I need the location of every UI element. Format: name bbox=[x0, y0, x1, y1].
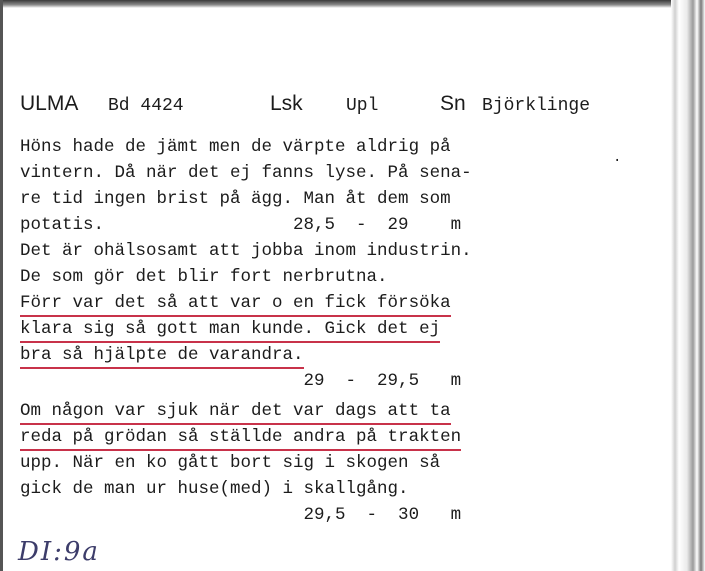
underlined-text-line: klara sig så gott man kunde. Gick det ej bbox=[20, 317, 440, 343]
text-line: vintern. Då när det ej fanns lyse. På sena- bbox=[20, 163, 472, 183]
province: Upl bbox=[346, 96, 379, 116]
handwritten-signature: DI:9a bbox=[18, 537, 100, 567]
text-line: De som gör det blir fort nerbrutna. bbox=[20, 267, 388, 287]
lsk-label: Lsk bbox=[270, 92, 303, 115]
underlined-text-line: Förr var det så att var o en fick försöka bbox=[20, 291, 451, 317]
underlined-text-line: bra så hjälpte de varandra. bbox=[20, 343, 304, 369]
parish-name: Björklinge bbox=[482, 96, 591, 116]
text-line: potatis. 28,5 - 29 m bbox=[20, 215, 462, 235]
volume-number: Bd 4424 bbox=[108, 96, 184, 116]
stray-mark: . bbox=[613, 150, 622, 166]
sn-label: Sn bbox=[440, 92, 466, 115]
card-header bbox=[20, 92, 660, 132]
card-right-edge bbox=[671, 0, 705, 571]
card-left-edge bbox=[0, 0, 3, 571]
text-line: gick de man ur huse(med) i skallgång. bbox=[20, 479, 409, 499]
text-line: upp. När en ko gått bort sig i skogen så bbox=[20, 453, 441, 473]
text-line: re tid ingen brist på ägg. Man åt dem som bbox=[20, 189, 451, 209]
text-line: 29 - 29,5 m bbox=[20, 371, 462, 391]
card-top-edge bbox=[0, 0, 705, 8]
text-line: Höns hade de jämt men de värpte aldrig på bbox=[20, 137, 451, 157]
underlined-text-line: reda på grödan så ställde andra på trakten bbox=[20, 425, 461, 451]
archive-code: ULMA bbox=[20, 92, 79, 115]
text-line: Det är ohälsosamt att jobba inom industrin. bbox=[20, 241, 472, 261]
text-line: 29,5 - 30 m bbox=[20, 505, 462, 525]
underlined-text-line: Om någon var sjuk när det var dags att ta bbox=[20, 399, 451, 425]
